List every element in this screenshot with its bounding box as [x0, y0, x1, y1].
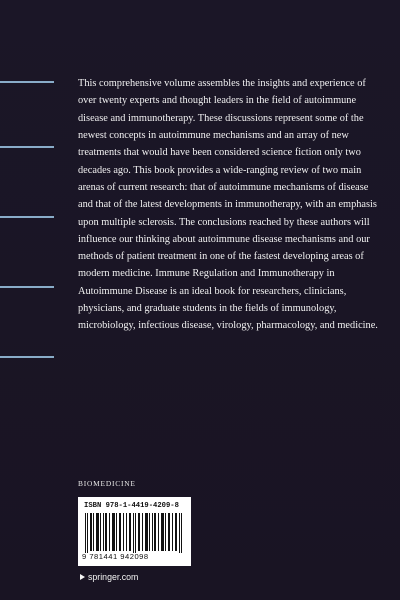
decorative-stripe — [0, 81, 54, 83]
publisher-link[interactable] — [80, 572, 138, 582]
arrow-right-icon — [80, 574, 85, 580]
barcode-box — [78, 497, 191, 566]
barcode-bars — [85, 513, 186, 553]
publisher-name: springer.com — [88, 572, 139, 582]
subject-category: BIOMEDICINE — [78, 479, 136, 488]
decorative-stripe — [0, 146, 54, 148]
book-description: This comprehensive volume assembles the insights and experience of over twenty experts and thought leaders in the field of autoimmune disease and immunotherapy. These discussions represent some of the newest concepts in autoimmune mechanisms and an array of new treatments that would have been considered science fiction only two decades ago. This book provides a wide-ranging review of two main arenas of current research: that of autoimmune mechanisms of disease and that of the latest developments in immunotherapy, with an emphasis upon multiple sclerosis. The conclusions reached by these authors will influence our thinking about autoimmune disease mechanisms and our methods of patient treatment in one of the fastest developing areas of modern medicine. Immune Regulation and Immunotherapy in Autoimmune Disease is an ideal book for researchers, clinicians, physicians, and graduate students in the fields of immunology, microbiology, infectious disease, virology, pharmacology, and medicine. — [78, 78, 378, 332]
isbn-label: ISBN 978-1-4419-4209-8 — [84, 502, 179, 510]
decorative-stripe — [0, 356, 54, 358]
decorative-stripe — [0, 216, 54, 218]
barcode-digits: 9 781441 942098 — [82, 552, 149, 561]
decorative-stripe — [0, 286, 54, 288]
